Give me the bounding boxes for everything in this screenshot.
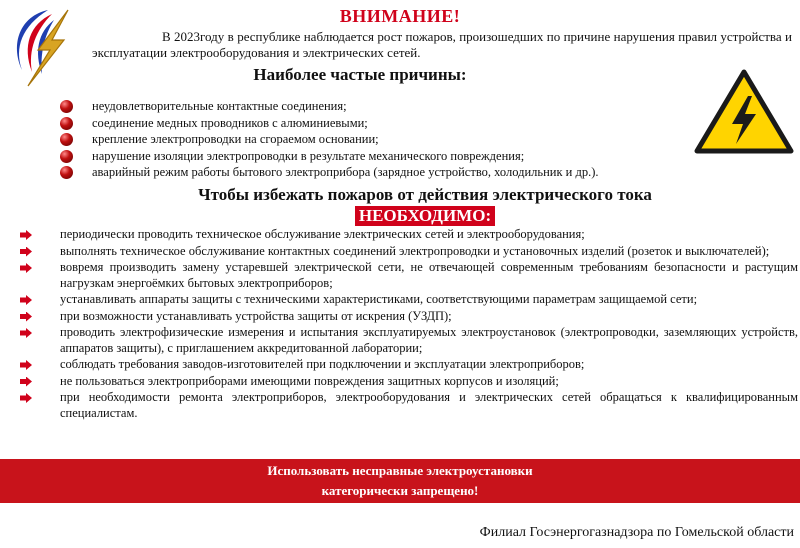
list-item: не пользоваться электроприборами имеющими повреждения защитных корпусов и изоляций; bbox=[20, 374, 798, 390]
arrow-bullet-icon bbox=[20, 377, 32, 387]
bullet-icon bbox=[60, 150, 73, 163]
list-item: аварийный режим работы бытового электроприбора (зарядное устройство, холодильник и др.). bbox=[60, 164, 700, 181]
bullet-icon bbox=[60, 117, 73, 130]
causes-list bbox=[60, 98, 700, 181]
list-item: проводить электрофизические измерения и испытания эксплуатируемых электроустановок (электропроводки, заземляющих устройств, аппаратов защиты), с приглашением аккредитованной лаборатории; bbox=[20, 325, 798, 356]
footer-organization: Филиал Госэнергогазнадзора по Гомельской области bbox=[479, 525, 794, 540]
list-item: вовремя производить замену устаревшей электрической сети, не отвечающей современным требованиям безопасности и растущим нагрузкам энергоёмких бытовых электроприборов; bbox=[20, 260, 798, 291]
bullet-icon bbox=[60, 166, 73, 179]
list-item: при необходимости ремонта электроприборов, электрооборудования и электрических сетей обращаться к квалифицированным специалистам. bbox=[20, 390, 798, 421]
list-item: выполнять техническое обслуживание контактных соединений электропроводки и установочных изделий (розеток и выключателей); bbox=[20, 244, 798, 260]
arrow-bullet-icon bbox=[20, 263, 32, 273]
causes-heading: Наиболее частые причины: bbox=[253, 65, 467, 84]
list-item: при возможности устанавливать устройства защиты от искрения (УЗДП); bbox=[20, 309, 798, 325]
bullet-icon bbox=[60, 133, 73, 146]
bullet-icon bbox=[60, 100, 73, 113]
necessary-highlight: НЕОБХОДИМО: bbox=[355, 206, 495, 226]
necessary-wrap bbox=[0, 206, 800, 226]
list-item: неудовлетворительные контактные соединения; bbox=[60, 98, 700, 115]
intro-text: В 2023году в республике наблюдается рост пожаров, произошедших по причине нарушения правил устройства и эксплуатации электрооборудования и электрических сетей. bbox=[92, 29, 792, 60]
list-item: устанавливать аппараты защиты с техническими характеристиками, соответствующими параметрам защищаемой сети; bbox=[20, 292, 798, 308]
list-item: соблюдать требования заводов-изготовителей при подключении и эксплуатации электроприборов; bbox=[20, 357, 798, 373]
arrow-bullet-icon bbox=[20, 393, 32, 403]
prevention-list bbox=[20, 227, 798, 422]
arrow-bullet-icon bbox=[20, 328, 32, 338]
list-item: крепление электропроводки на сгораемом основании; bbox=[60, 131, 700, 148]
banner-line-2: категорически запрещено! bbox=[321, 483, 479, 498]
list-item: нарушение изоляции электропроводки в результате механического повреждения; bbox=[60, 148, 700, 165]
prohibition-banner bbox=[0, 459, 800, 503]
arrow-bullet-icon bbox=[20, 247, 32, 257]
page-title: ВНИМАНИЕ! bbox=[339, 6, 461, 26]
arrow-bullet-icon bbox=[20, 230, 32, 240]
banner-line-1: Использовать несправные электроустановки bbox=[267, 463, 533, 478]
arrow-bullet-icon bbox=[20, 312, 32, 322]
arrow-bullet-icon bbox=[20, 360, 32, 370]
prevention-heading: Чтобы избежать пожаров от действия электрического тока bbox=[198, 185, 652, 204]
intro-paragraph bbox=[92, 29, 792, 61]
list-item: соединение медных проводников с алюминиевыми; bbox=[60, 115, 700, 132]
arrow-bullet-icon bbox=[20, 295, 32, 305]
list-item: периодически проводить техническое обслуживание электрических сетей и электрооборудования; bbox=[20, 227, 798, 243]
